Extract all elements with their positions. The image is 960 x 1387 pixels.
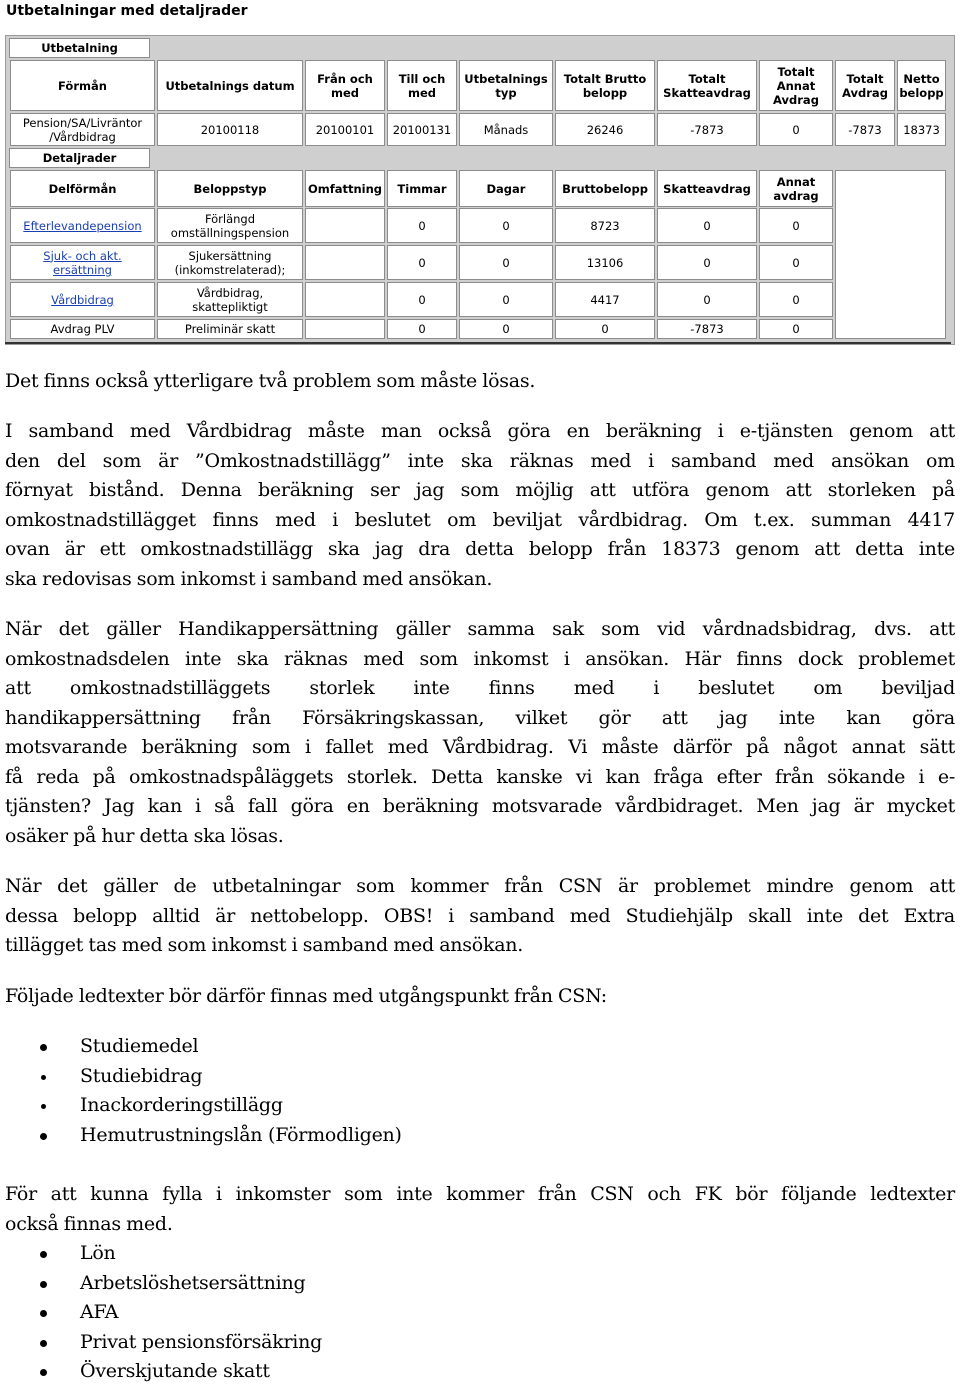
column-header: Förmån: [10, 60, 155, 111]
value-cell: [305, 282, 385, 317]
amount-type-cell: Sjukersättning (inkomstrelaterad);: [157, 245, 303, 280]
screenshot-bottom-rule: [5, 342, 951, 344]
list-item: Studiebidrag: [0, 1062, 900, 1092]
text-line: dessa belopp alltid är nettobelopp. OBS! i samband med Studiehjälp skall inte det Extra: [5, 905, 955, 927]
value-cell: Månads: [459, 113, 553, 146]
text-line: tillägget tas med som inkomst i samband med ansökan.: [5, 934, 524, 956]
value-cell: 0: [759, 282, 833, 317]
benefit-link[interactable]: Vårdbidrag: [10, 282, 155, 317]
value-cell: 0: [459, 319, 553, 339]
value-cell: 0: [387, 282, 457, 317]
bullet-icon: [40, 1044, 47, 1051]
value-cell: 20100101: [305, 113, 385, 146]
value-cell: 0: [387, 208, 457, 243]
text-line: den del som är ”Omkostnadstillägg” inte ska räknas med i samband med ansökan om: [5, 450, 955, 472]
value-cell: -7873: [657, 319, 757, 339]
value-cell: 0: [759, 208, 833, 243]
list-item: AFA: [0, 1298, 900, 1328]
text-line: omkostnadstillägget finns med i beslutet om beviljat vårdbidrag. Om t.ex. summan 4417: [5, 509, 955, 531]
text-line: För att kunna fylla i inkomster som inte kommer från CSN och FK bör följande ledtexter: [5, 1183, 955, 1205]
value-cell: 0: [459, 282, 553, 317]
bullet-icon: [40, 1251, 47, 1258]
column-header: Totalt Brutto belopp: [555, 60, 655, 111]
column-header: Skatteavdrag: [657, 170, 757, 207]
value-cell: 0: [459, 208, 553, 243]
list-item: Överskjutande skatt: [0, 1357, 900, 1387]
bullet-icon: [40, 1340, 47, 1347]
value-cell: 0: [759, 319, 833, 339]
value-cell: 0: [387, 245, 457, 280]
list-item: Lön: [0, 1239, 900, 1269]
screenshot-title: Utbetalningar med detaljrader: [6, 3, 248, 19]
column-header: Delförmån: [10, 170, 155, 207]
text-line: tjänsten? Jag kan i så fall göra en beräkning motsvarade vårdbidraget. Men jag är mycket: [5, 795, 955, 817]
text-line: I samband med Vårdbidrag måste man också göra en beräkning i e-tjänsten genom att: [5, 420, 955, 442]
value-cell: 26246: [555, 113, 655, 146]
column-header: Bruttobelopp: [555, 170, 655, 207]
column-header: Totalt Avdrag: [835, 60, 895, 111]
value-cell: 0: [657, 282, 757, 317]
column-header: Dagar: [459, 170, 553, 207]
csn-list: [0, 1032, 900, 1150]
value-cell: 13106: [555, 245, 655, 280]
value-cell: [305, 208, 385, 243]
value-cell: 0: [759, 245, 833, 280]
column-header: Utbetalnings typ: [459, 60, 553, 111]
value-cell: 20100118: [157, 113, 303, 146]
intro-paragraph: Det finns också ytterligare två problem som måste lösas.: [5, 370, 536, 392]
column-header: Från och med: [305, 60, 385, 111]
csn-intro: Följade ledtexter bör därför finnas med utgångspunkt från CSN:: [5, 985, 607, 1007]
benefit-cell: Pension/SA/Livräntor /Vårdbidrag: [10, 113, 155, 146]
text-line: ovan är ett omkostnadstillägg ska jag dra detta belopp från 18373 genom att detta inte: [5, 538, 955, 560]
text-line: När det gäller Handikappersättning gäller samma sak som vid vårdnadsbidrag, dvs. att: [5, 618, 955, 640]
column-header: Annat avdrag: [759, 170, 833, 207]
bullet-icon: [41, 1075, 46, 1080]
other-income-list: [0, 1239, 900, 1387]
value-cell: 0: [459, 245, 553, 280]
text-line: motsvarande beräkning som i fallet med Vårdbidrag. Vi måste därför på något annat sätt: [5, 736, 955, 758]
text-line: få reda på omkostnadspåläggets storlek. Detta kanske vi kan fråga efter från sökande i e-: [5, 766, 955, 788]
list-item: Privat pensionsförsäkring: [0, 1328, 900, 1358]
text-line: också finnas med.: [5, 1213, 173, 1235]
payment-table: [5, 35, 955, 345]
value-cell: 0: [555, 319, 655, 339]
value-cell: 0: [387, 319, 457, 339]
value-cell: 18373: [897, 113, 946, 146]
column-header: Till och med: [387, 60, 457, 111]
column-header: Beloppstyp: [157, 170, 303, 207]
bullet-icon: [40, 1281, 47, 1288]
column-header: Netto belopp: [897, 60, 946, 111]
value-cell: [305, 245, 385, 280]
text-line: omkostnadsdelen inte ska räknas med som inkomst i ansökan. Här finns dock problemet: [5, 648, 955, 670]
benefit-cell: Avdrag PLV: [10, 319, 155, 339]
amount-type-cell: Vårdbidrag, skattepliktigt: [157, 282, 303, 317]
text-line: osäker på hur detta ska lösas.: [5, 825, 284, 847]
empty-area: [835, 170, 946, 339]
value-cell: 8723: [555, 208, 655, 243]
value-cell: -7873: [835, 113, 895, 146]
value-cell: 4417: [555, 282, 655, 317]
column-header: Utbetalnings datum: [157, 60, 303, 111]
text-line: handikappersättning från Försäkringskassan, vilket gör att jag inte kan göra: [5, 707, 955, 729]
bullet-icon: [40, 1133, 47, 1140]
list-item: Inackorderingstillägg: [0, 1091, 900, 1121]
value-cell: [305, 319, 385, 339]
list-item: Arbetslöshetsersättning: [0, 1269, 900, 1299]
text-line: När det gäller de utbetalningar som kommer från CSN är problemet mindre genom att: [5, 875, 955, 897]
text-line: förnyat bistånd. Denna beräkning ser jag som möjlig att utföra genom att storleken på: [5, 479, 955, 501]
value-cell: 0: [759, 113, 833, 146]
bullet-icon: [40, 1310, 47, 1317]
column-header: Omfattning: [305, 170, 385, 207]
column-header: Totalt Annat Avdrag: [759, 60, 833, 111]
benefit-link[interactable]: Sjuk- och akt. ersättning: [10, 245, 155, 280]
list-item: Hemutrustningslån (Förmodligen): [0, 1121, 900, 1151]
value-cell: 0: [657, 245, 757, 280]
value-cell: 0: [657, 208, 757, 243]
text-line: att omkostnadstilläggets storlek inte finns med i beslutet om beviljad: [5, 677, 955, 699]
payment-screenshot: [0, 0, 960, 345]
section-tab-detaljrader: Detaljrader: [9, 148, 150, 168]
value-cell: -7873: [657, 113, 757, 146]
amount-type-cell: Preliminär skatt: [157, 319, 303, 339]
text-line: ska redovisas som inkomst i samband med ansökan.: [5, 568, 493, 590]
amount-type-cell: Förlängd omställningspension: [157, 208, 303, 243]
column-header: Timmar: [387, 170, 457, 207]
list-item: Studiemedel: [0, 1032, 900, 1062]
value-cell: 20100131: [387, 113, 457, 146]
benefit-link[interactable]: Efterlevandepension: [10, 208, 155, 243]
column-header: Totalt Skatteavdrag: [657, 60, 757, 111]
bullet-icon: [40, 1369, 47, 1376]
section-tab-utbetalning: Utbetalning: [9, 38, 150, 58]
bullet-icon: [41, 1104, 46, 1109]
